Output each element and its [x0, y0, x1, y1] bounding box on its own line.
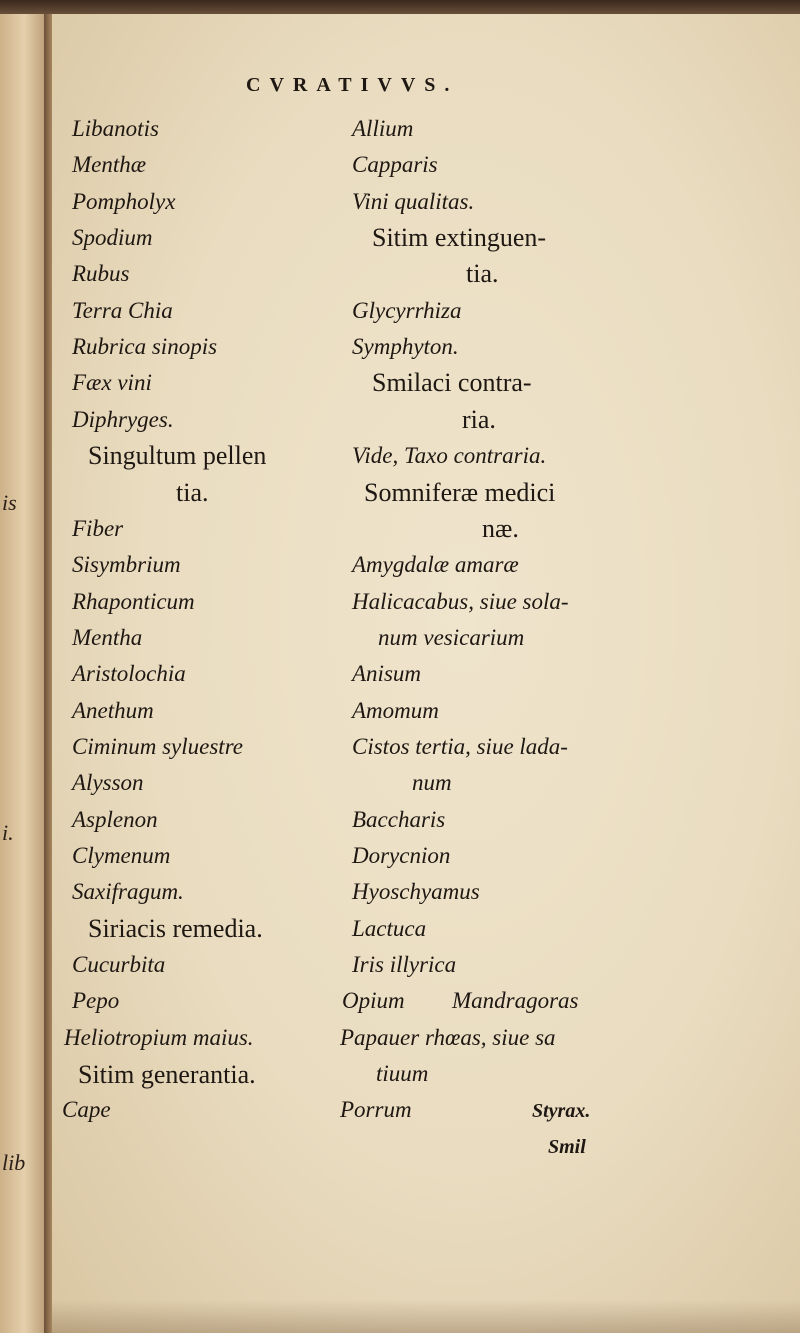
margin-fragment: lib — [2, 1150, 26, 1175]
right-entry: Amomum — [352, 698, 439, 723]
right-entry: Baccharis — [352, 807, 446, 832]
right-entry: Iris illyrica — [352, 952, 457, 977]
left-entry: Aristolochia — [72, 661, 186, 686]
left-entry: Terra Chia — [72, 298, 173, 323]
left-entry: Rhaponticum — [72, 589, 195, 614]
section-heading: Siriacis remedia. — [88, 914, 263, 943]
section-heading: ria. — [462, 405, 496, 434]
left-entry: Sisymbrium — [72, 552, 181, 577]
right-entry: Capparis — [352, 152, 438, 177]
right-entry: Hyoschyamus — [352, 879, 480, 904]
left-entry: Fiber — [72, 516, 124, 541]
right-entry: Papauer rhœas, siue sa — [340, 1025, 556, 1050]
right-entry: tiuum — [376, 1061, 429, 1086]
left-entry: Cucurbita — [72, 952, 166, 977]
left-entry: Diphryges. — [72, 407, 174, 432]
section-heading: næ. — [482, 514, 519, 543]
left-entry: Ciminum syluestre — [72, 734, 243, 759]
left-entry: Clymenum — [72, 843, 171, 868]
section-heading: Somniferæ medici — [364, 478, 556, 507]
left-entry: Rubus — [72, 261, 130, 286]
right-entry: Symphyton. — [352, 334, 459, 359]
left-entry: Libanotis — [72, 116, 159, 141]
left-entry: Mentha — [72, 625, 143, 650]
section-heading: Sitim extinguen- — [372, 223, 547, 252]
right-entry: Cistos tertia, siue lada- — [352, 734, 568, 759]
right-entry: Halicacabus, siue sola- — [352, 589, 569, 614]
right-entry: Allium — [352, 116, 414, 141]
section-heading: Sitim generantia. — [78, 1060, 256, 1089]
right-entry: Anisum — [352, 661, 421, 686]
margin-fragment: i. — [2, 820, 14, 845]
catchword: Styrax. — [532, 1100, 591, 1122]
right-entry: Dorycnion — [352, 843, 451, 868]
margin-fragment: is — [2, 490, 17, 515]
right-entry: Vini qualitas. — [352, 189, 475, 214]
right-entry: Amygdalæ amaræ — [352, 552, 519, 577]
left-entry: Fæx vini — [72, 370, 152, 395]
left-entry: Menthæ — [72, 152, 147, 177]
right-entry: Glycyrrhiza — [352, 298, 462, 323]
book-gutter — [44, 14, 52, 1333]
section-heading: Smilaci contra- — [372, 368, 532, 397]
right-entry: num vesicarium — [378, 625, 525, 650]
right-entry: Lactuca — [352, 916, 427, 941]
left-entry: Cape — [62, 1097, 111, 1122]
right-entry: Mandragoras — [452, 988, 579, 1013]
running-header: CVRATIVVS. — [246, 74, 459, 96]
right-entry: Opium — [342, 988, 405, 1013]
previous-page-edge — [0, 14, 44, 1333]
right-entry: Porrum — [340, 1097, 412, 1122]
right-entry: num — [412, 770, 452, 795]
section-heading: Singultum pellen — [88, 441, 267, 470]
left-entry: Saxifragum. — [72, 879, 184, 904]
left-entry: Rubrica sinopis — [72, 334, 218, 359]
left-entry: Pompholyx — [72, 189, 176, 214]
left-entry: Pepo — [72, 988, 120, 1013]
right-entry: Vide, Taxo contraria. — [352, 443, 547, 468]
left-entry: Heliotropium maius. — [64, 1025, 254, 1050]
section-heading: tia. — [176, 478, 209, 507]
page-bottom-shadow — [52, 1300, 800, 1333]
left-entry: Anethum — [72, 698, 154, 723]
left-entry: Asplenon — [72, 807, 158, 832]
left-entry: Spodium — [72, 225, 153, 250]
catchword: Smil — [548, 1136, 586, 1158]
section-heading: tia. — [466, 259, 499, 288]
left-entry: Alysson — [72, 770, 144, 795]
